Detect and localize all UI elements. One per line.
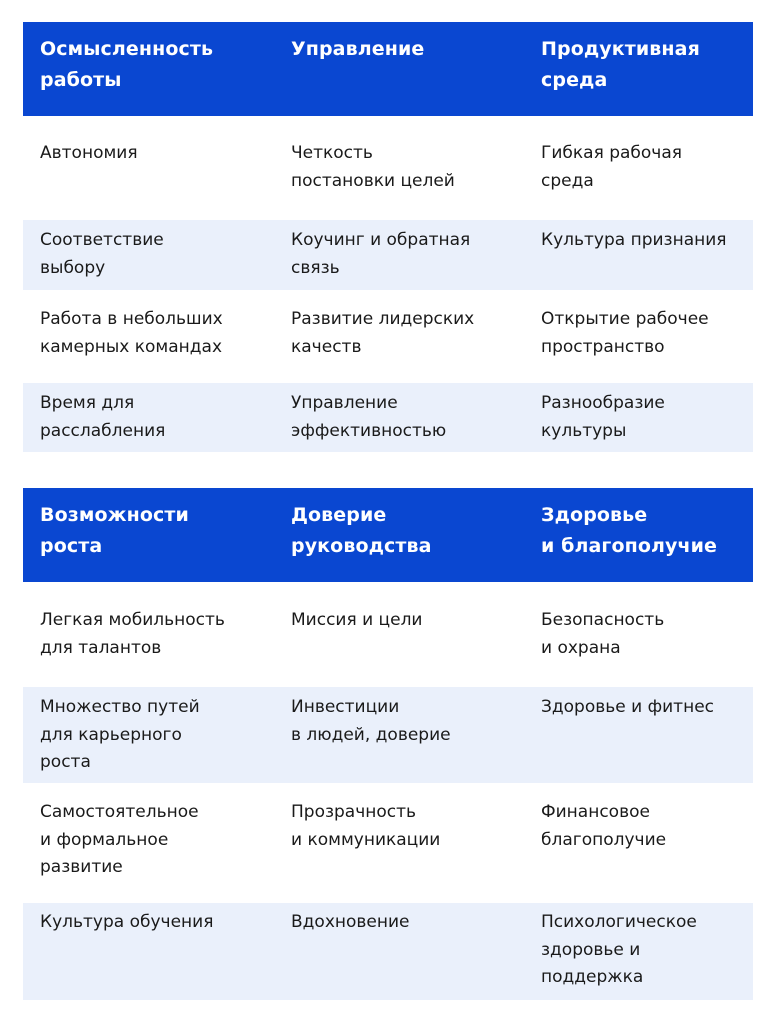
header-cell-leadership-trust: Доверие руководства [291, 504, 432, 557]
table-cell: Время для расслабления [40, 393, 166, 441]
table-cell: Здоровье и фитнес [541, 697, 715, 717]
header-cell-growth-opportunities: Возможности роста [40, 504, 189, 557]
table-cell: Разнообразие культуры [541, 393, 665, 441]
table-cell: Легкая мобильность для талантов [40, 610, 225, 658]
table-cell: Психологическое здоровье и поддержка [541, 912, 697, 987]
table-row [23, 220, 753, 290]
table-row [23, 116, 753, 220]
table-cell: Финансовое благополучие [541, 802, 667, 850]
header-cell-management: Управление [291, 38, 425, 60]
table-row [23, 687, 753, 783]
table-workplace-factors-2 [23, 488, 753, 1000]
table-row [23, 290, 753, 383]
table-cell: Соответствие выбору [40, 230, 164, 278]
table-cell: Культура признания [541, 230, 727, 250]
table-cell: Культура обучения [40, 912, 214, 932]
table-cell: Управление эффективностью [291, 393, 447, 441]
table-header-row [23, 22, 753, 116]
table-cell: Прозрачность и коммуникации [291, 802, 441, 850]
table-row [23, 783, 753, 903]
table-cell: Множество путей для карьерного роста [40, 697, 200, 772]
table-cell: Самостоятельное и формальное развитие [40, 802, 199, 877]
header-cell-meaningful-work: Осмысленность работы [40, 38, 214, 91]
table-cell: Коучинг и обратная связь [291, 230, 471, 278]
table-cell: Автономия [40, 143, 138, 163]
table-header-row [23, 488, 753, 582]
table-cell: Работа в небольших камерных командах [40, 309, 223, 357]
table-cell: Открытие рабочее пространство [541, 309, 709, 357]
table-cell: Четкость постановки целей [291, 143, 455, 191]
table-workplace-factors-1 [23, 22, 753, 452]
table-cell: Миссия и цели [291, 610, 423, 630]
table-cell: Гибкая рабочая среда [541, 143, 682, 191]
table-cell: Безопасность и охрана [541, 610, 665, 658]
header-cell-health-wellbeing: Здоровье и благополучие [541, 504, 718, 557]
table-row [23, 383, 753, 452]
table-row [23, 903, 753, 1000]
table-cell: Вдохновение [291, 912, 410, 932]
table-cell: Развитие лидерских качеств [291, 309, 475, 357]
table-row [23, 582, 753, 687]
table-cell: Инвестиции в людей, доверие [291, 697, 451, 745]
header-cell-productive-environment: Продуктивная среда [541, 38, 700, 91]
